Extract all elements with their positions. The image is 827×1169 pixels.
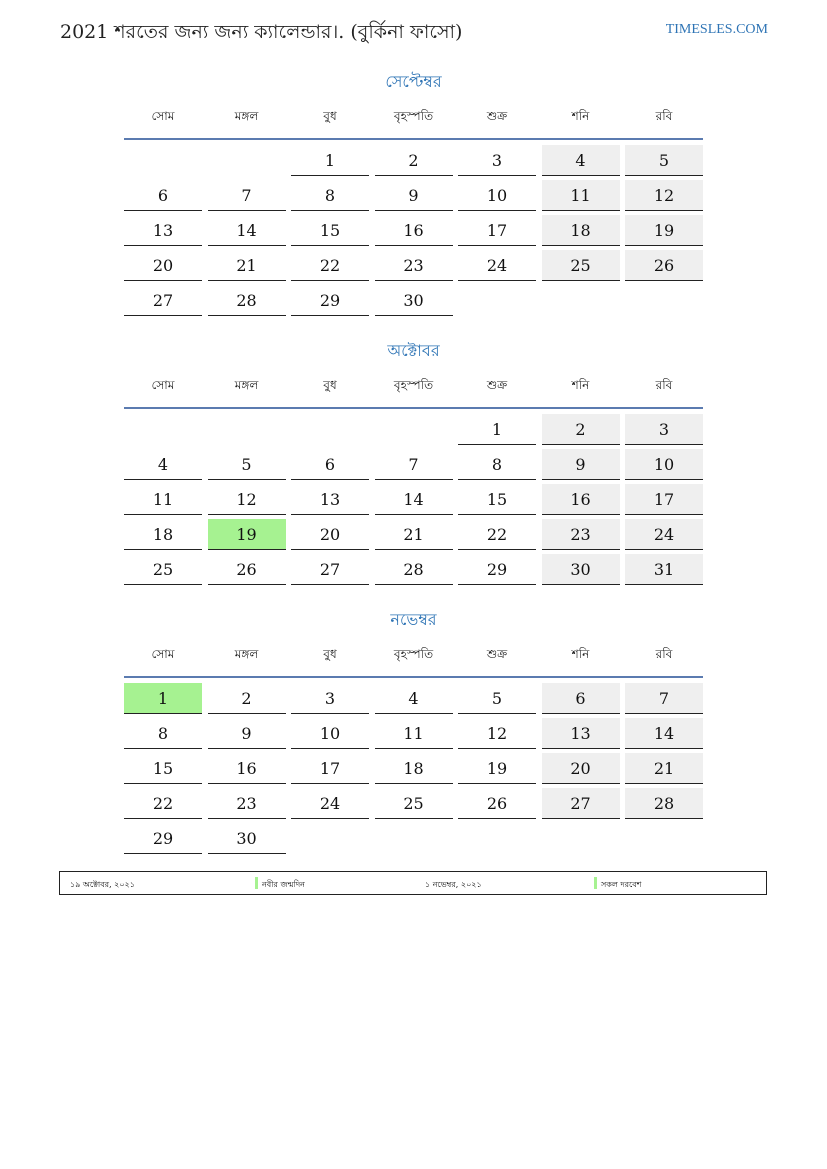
day-cell: 8 (291, 180, 369, 211)
day-cell: 5 (208, 449, 286, 480)
day-cell: 6 (124, 180, 202, 211)
day-cell: 5 (458, 683, 536, 714)
day-cell: 12 (458, 718, 536, 749)
day-cell: 15 (124, 753, 202, 784)
day-cell: 18 (375, 753, 453, 784)
day-cell: 13 (291, 484, 369, 515)
day-cell: 21 (375, 519, 453, 550)
header-rule (124, 676, 703, 678)
weekday-label: রবি (655, 109, 673, 123)
month-october (124, 339, 703, 585)
day-cell: 14 (208, 215, 286, 246)
month-name: অক্টোবর (387, 341, 440, 360)
weekday-label: বুধ (323, 109, 337, 123)
day-cell: 15 (291, 215, 369, 246)
day-cell: 9 (208, 718, 286, 749)
day-cell: 31 (625, 554, 703, 585)
day-cell: 13 (542, 718, 620, 749)
site-link[interactable]: TIMESLES.COM (665, 22, 768, 37)
page-title: 2021 শরতের জন্য জন্য ক্যালেন্ডার।. (বুর্কিনা ফাসো) (60, 21, 463, 43)
day-grid (124, 683, 703, 854)
day-cell: 20 (291, 519, 369, 550)
weekday-label: বৃহস্পতি (393, 109, 434, 123)
day-cell: 24 (291, 788, 369, 819)
day-cell: 19 (625, 215, 703, 246)
day-cell: 7 (208, 180, 286, 211)
day-cell: 23 (542, 519, 620, 550)
weekday-label: রবি (655, 647, 673, 661)
day-cell: 17 (625, 484, 703, 515)
day-grid (124, 145, 703, 316)
day-grid (124, 414, 703, 585)
day-cell: 8 (458, 449, 536, 480)
weekday-label: শুক্র (486, 378, 508, 392)
weekday-label: মঙ্গল (234, 378, 259, 392)
day-cell: 6 (291, 449, 369, 480)
day-cell: 30 (208, 823, 286, 854)
day-cell: 11 (124, 484, 202, 515)
day-cell: 23 (375, 250, 453, 281)
day-cell: 24 (458, 250, 536, 281)
day-cell: 2 (375, 145, 453, 176)
day-cell: 16 (375, 215, 453, 246)
weekday-label: সোম (151, 647, 175, 661)
day-cell: 9 (542, 449, 620, 480)
day-cell: 26 (208, 554, 286, 585)
day-cell: 25 (124, 554, 202, 585)
month-september (124, 70, 703, 316)
day-cell: 7 (375, 449, 453, 480)
day-cell: 10 (291, 718, 369, 749)
day-cell: 18 (124, 519, 202, 550)
day-cell: 24 (625, 519, 703, 550)
empty-cell (375, 414, 453, 445)
month-november (124, 608, 703, 854)
holiday-day-cell: 1 (124, 683, 202, 714)
day-cell: 3 (625, 414, 703, 445)
empty-cell (208, 145, 286, 176)
day-cell: 6 (542, 683, 620, 714)
weekday-label: বুধ (323, 647, 337, 661)
day-cell: 22 (124, 788, 202, 819)
day-cell: 4 (375, 683, 453, 714)
day-cell: 17 (291, 753, 369, 784)
day-cell: 1 (458, 414, 536, 445)
day-cell: 27 (124, 285, 202, 316)
day-cell: 14 (625, 718, 703, 749)
weekday-label: শনি (571, 647, 590, 661)
header-rule (124, 407, 703, 409)
weekday-label: শুক্র (486, 109, 508, 123)
day-cell: 11 (542, 180, 620, 211)
weekday-label: মঙ্গল (234, 647, 259, 661)
day-cell: 16 (208, 753, 286, 784)
day-cell: 7 (625, 683, 703, 714)
day-cell: 15 (458, 484, 536, 515)
day-cell: 12 (625, 180, 703, 211)
day-cell: 10 (625, 449, 703, 480)
day-cell: 3 (458, 145, 536, 176)
day-cell: 26 (625, 250, 703, 281)
holiday-marker (255, 877, 258, 889)
day-cell: 28 (208, 285, 286, 316)
day-cell: 18 (542, 215, 620, 246)
day-cell: 12 (208, 484, 286, 515)
weekday-label: বৃহস্পতি (393, 378, 434, 392)
day-cell: 1 (291, 145, 369, 176)
legend-date: ১ নভেম্বর, ২০২১ (425, 880, 482, 889)
weekday-label: শনি (571, 109, 590, 123)
weekday-label: শুক্র (486, 647, 508, 661)
weekday-label: সোম (151, 109, 175, 123)
day-cell: 30 (542, 554, 620, 585)
day-cell: 17 (458, 215, 536, 246)
day-cell: 20 (124, 250, 202, 281)
day-cell: 8 (124, 718, 202, 749)
day-cell: 28 (625, 788, 703, 819)
day-cell: 4 (542, 145, 620, 176)
month-name: নভেম্বর (390, 610, 437, 629)
day-cell: 23 (208, 788, 286, 819)
weekday-label: বৃহস্পতি (393, 647, 434, 661)
day-cell: 29 (124, 823, 202, 854)
day-cell: 27 (542, 788, 620, 819)
legend-holiday-name: সকল দরবেশ (601, 880, 642, 889)
weekday-header (124, 377, 703, 397)
day-cell: 10 (458, 180, 536, 211)
holiday-day-cell: 19 (208, 519, 286, 550)
day-cell: 5 (625, 145, 703, 176)
day-cell: 22 (458, 519, 536, 550)
day-cell: 9 (375, 180, 453, 211)
day-cell: 3 (291, 683, 369, 714)
day-cell: 25 (542, 250, 620, 281)
holiday-legend (59, 871, 767, 895)
day-cell: 19 (458, 753, 536, 784)
weekday-label: রবি (655, 378, 673, 392)
day-cell: 21 (625, 753, 703, 784)
legend-date: ১৯ অক্টোবর, ২০২১ (70, 880, 135, 889)
day-cell: 13 (124, 215, 202, 246)
day-cell: 16 (542, 484, 620, 515)
day-cell: 30 (375, 285, 453, 316)
day-cell: 2 (208, 683, 286, 714)
weekday-header (124, 646, 703, 666)
weekday-label: মঙ্গল (234, 109, 259, 123)
empty-cell (208, 414, 286, 445)
day-cell: 28 (375, 554, 453, 585)
day-cell: 4 (124, 449, 202, 480)
day-cell: 2 (542, 414, 620, 445)
empty-cell (124, 414, 202, 445)
day-cell: 21 (208, 250, 286, 281)
day-cell: 20 (542, 753, 620, 784)
day-cell: 25 (375, 788, 453, 819)
header-rule (124, 138, 703, 140)
day-cell: 27 (291, 554, 369, 585)
day-cell: 22 (291, 250, 369, 281)
day-cell: 29 (291, 285, 369, 316)
weekday-label: সোম (151, 378, 175, 392)
day-cell: 11 (375, 718, 453, 749)
holiday-marker (594, 877, 597, 889)
day-cell: 29 (458, 554, 536, 585)
legend-holiday-name: নবীর জন্মদিন (262, 880, 305, 889)
weekday-label: শনি (571, 378, 590, 392)
empty-cell (291, 414, 369, 445)
day-cell: 14 (375, 484, 453, 515)
weekday-header (124, 108, 703, 128)
month-name: সেপ্টেম্বর (385, 72, 442, 91)
day-cell: 26 (458, 788, 536, 819)
empty-cell (124, 145, 202, 176)
weekday-label: বুধ (323, 378, 337, 392)
